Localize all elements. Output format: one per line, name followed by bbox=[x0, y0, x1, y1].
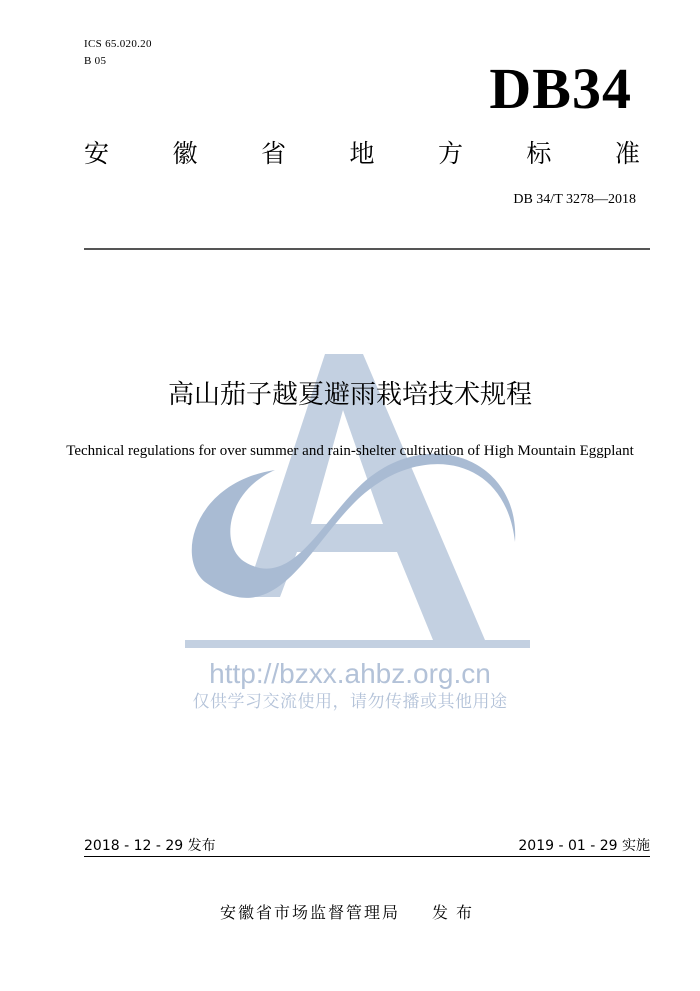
watermark-note: 仅供学习交流使用，请勿传播或其他用途 bbox=[192, 692, 508, 712]
issuer-line bbox=[0, 902, 700, 924]
local-standard-char: 省 bbox=[260, 139, 286, 168]
implementation-date: 2019 - 01 - 29 实施 bbox=[518, 838, 650, 854]
local-standard-char: 标 bbox=[526, 139, 552, 168]
footer-divider bbox=[84, 856, 650, 857]
local-standard-char: 方 bbox=[437, 139, 463, 168]
publish-label: 发布 bbox=[432, 903, 481, 922]
standard-number: DB 34/T 3278—2018 bbox=[513, 192, 636, 207]
ccs-code: B 05 bbox=[84, 55, 107, 67]
issue-date: 2018 - 12 - 29 发布 bbox=[84, 838, 216, 854]
local-standard-heading bbox=[84, 138, 640, 170]
watermark-url: http://bzxx.ahbz.org.cn bbox=[209, 658, 491, 689]
local-standard-char: 安 bbox=[84, 139, 110, 168]
english-title: Technical regulations for over summer and rain-shelter cultivation of High Mountain Eggplant bbox=[66, 443, 634, 459]
header-divider bbox=[84, 248, 650, 250]
chinese-title: 高山茄子越夏避雨栽培技术规程 bbox=[167, 380, 532, 410]
local-standard-char: 准 bbox=[614, 139, 640, 168]
standard-mark: DB34 bbox=[489, 56, 632, 121]
local-standard-char: 徽 bbox=[172, 139, 198, 168]
classification-codes bbox=[84, 36, 152, 70]
issuing-authority: 安徽省市场监督管理局 bbox=[219, 903, 400, 922]
ics-code: ICS 65.020.20 bbox=[84, 38, 152, 50]
local-standard-char: 地 bbox=[349, 139, 375, 168]
